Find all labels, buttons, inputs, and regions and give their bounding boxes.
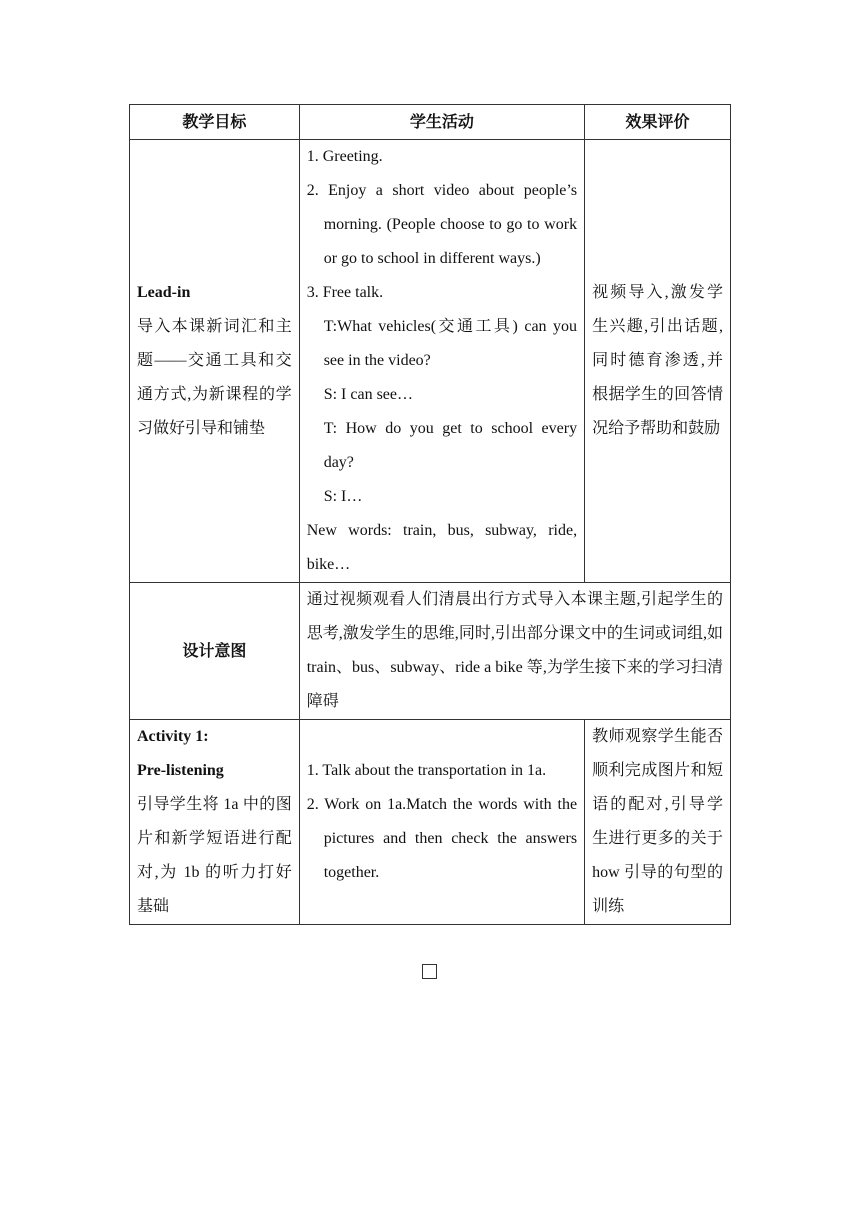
lead-in-goal: 导入本课新词汇和主题——交通工具和交通方式,为新课程的学习做好引导和铺垫	[137, 318, 292, 437]
lead-in-evaluation: 视频导入,激发学生兴趣,引出话题,同时德育渗透,并根据学生的回答情况给予帮助和鼓励	[592, 284, 723, 437]
activity1-row	[130, 720, 731, 925]
header-teaching-goal: 教学目标	[130, 105, 300, 140]
new-words: New words: train, bus, subway, ride, bike…	[306, 522, 578, 573]
header-student-activity: 学生活动	[299, 105, 584, 140]
activity-item: 1. Greeting.	[306, 148, 383, 165]
lesson-plan-table	[129, 104, 731, 925]
lead-in-evaluation-cell	[585, 140, 731, 583]
activity-item: 2. Enjoy a short video about people’s morning. (People choose to go to work or go to school in different ways.)	[306, 182, 578, 267]
header-row	[130, 105, 731, 140]
dialogue-line: S: I…	[323, 488, 363, 505]
lead-in-activities-cell	[299, 140, 584, 583]
activity1-evaluation: 教师观察学生能否顺利完成图片和短语的配对,引导学生进行更多的关于 how 引导的句型的训练	[592, 728, 723, 915]
design-text-cell	[299, 583, 730, 720]
activity1-title: Activity 1:	[137, 728, 209, 745]
lead-in-goal-cell	[130, 140, 300, 583]
activity-item: 1. Talk about the transportation in 1a.	[306, 762, 547, 779]
dialogue-line: S: I can see…	[323, 386, 414, 403]
dialogue-line: T:What vehicles(交通工具) can you see in the video?	[323, 318, 578, 369]
design-row	[130, 583, 731, 720]
activity-item: 2. Work on 1a.Match the words with the pictures and then check the answers together.	[306, 796, 578, 881]
lead-in-title: Lead-in	[137, 284, 191, 301]
activity-item: 3. Free talk.	[306, 284, 384, 301]
design-label-cell	[130, 583, 300, 720]
activity1-goal: 引导学生将 1a 中的图片和新学短语进行配对,为 1b 的听力打好基础	[137, 796, 292, 915]
header-evaluation: 效果评价	[585, 105, 731, 140]
dialogue-line: T: How do you get to school every day?	[323, 420, 578, 471]
lead-in-row	[130, 140, 731, 583]
design-label: 设计意图	[182, 640, 247, 660]
activity1-goal-cell	[130, 720, 300, 925]
activity1-evaluation-cell	[585, 720, 731, 925]
page-marker-box	[422, 964, 437, 979]
activity1-activities-cell	[299, 720, 584, 925]
activity1-subtitle: Pre-listening	[137, 762, 224, 779]
design-text: 通过视频观看人们清晨出行方式导入本课主题,引起学生的思考,激发学生的思维,同时,引出部分课文中的生词或词组,如 train、bus、subway、ride a bike 等,为学生接下来的学习扫清障碍	[306, 591, 723, 710]
